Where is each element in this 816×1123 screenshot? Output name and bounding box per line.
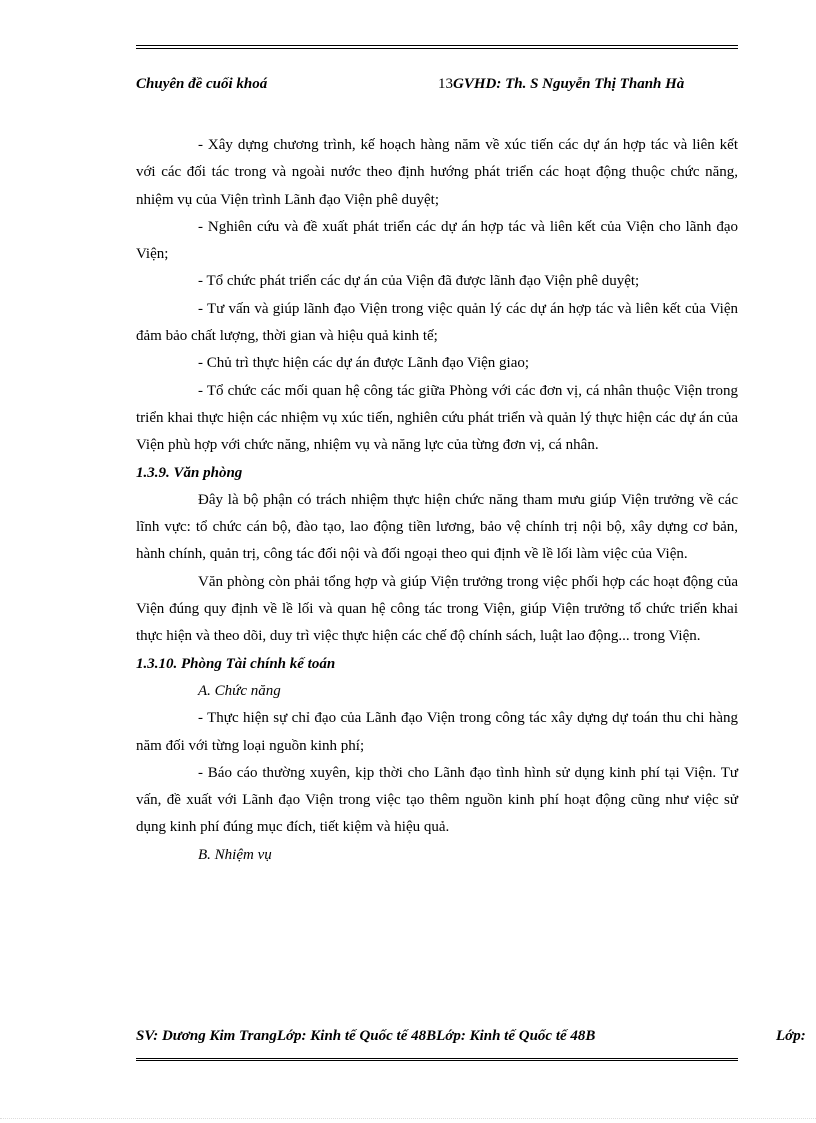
paragraph: - Thực hiện sự chỉ đạo của Lãnh đạo Viện trong công tác xây dựng dự toán thu chi hàng năm đối với từng loại nguồn kinh phí; — [136, 710, 738, 754]
paragraph: - Nghiên cứu và đề xuất phát triển các dự án hợp tác và liên kết của Viện cho lãnh đạo Viện; — [136, 218, 738, 263]
footer-rule — [136, 1058, 738, 1061]
footer-student: SV: Dương Kim TrangLớp: Kinh tế Quốc tế 48BLớp: Kinh tế Quốc tế 48B — [136, 1028, 596, 1044]
page-header — [136, 76, 738, 98]
page-edge — [0, 1118, 816, 1119]
section-heading: 1.3.9. Văn phòng — [136, 464, 243, 481]
paragraph: Đây là bộ phận có trách nhiệm thực hiện chức năng tham mưu giúp Viện trưởng về các lĩnh vực: tổ chức cán bộ, đào tạo, lao động tiền lương, bảo vệ chính trị nội bộ, xây dựng cơ bản, hành chính, quản trị, công tác đối nội và đối ngoại theo qui định về lề lối làm việc của Viện. — [136, 491, 738, 563]
paragraph: - Báo cáo thường xuyên, kịp thời cho Lãnh đạo tình hình sử dụng kinh phí tại Viện. Tư vấn, đề xuất với Lãnh đạo Viện trong việc tạo thêm nguồn kinh phí hoạt động cũng như việc sử dụng kinh phí đúng mục đích, tiết kiệm và hiệu quả. — [136, 764, 738, 836]
subsection-heading: A. Chức năng — [198, 682, 281, 699]
paragraph: - Tổ chức các mối quan hệ công tác giữa Phòng với các đơn vị, cá nhân thuộc Viện trong triển khai thực hiện các nhiệm vụ xúc tiến, nghiên cứu phát triển và quản lý thực hiện các dự án của Viện phù hợp với chức năng, nhiệm vụ và năng lực của từng đơn vị, cá nhân. — [136, 382, 738, 454]
paragraph: - Tư vấn và giúp lãnh đạo Viện trong việc quản lý các dự án hợp tác và liên kết của Viện đảm bảo chất lượng, thời gian và hiệu quả kinh tế; — [136, 300, 738, 345]
page-body — [136, 132, 738, 869]
paragraph: - Chủ trì thực hiện các dự án được Lãnh đạo Viện giao; — [198, 355, 530, 372]
page-number: 13 — [438, 76, 453, 92]
footer-class: Lớp: — [776, 1028, 806, 1044]
paragraph: Văn phòng còn phải tổng hợp và giúp Viện trưởng trong việc phối hợp các hoạt động của Viện đúng quy định về lề lối và quan hệ công tác trong Viện, giúp Viện trưởng tổ chức triển khai thực hiện và theo dõi, duy trì việc thực hiện các chế độ chính sách, luật lao động... trong Viện. — [136, 573, 738, 645]
section-heading: 1.3.10. Phòng Tài chính kế toán — [136, 655, 336, 672]
header-supervisor — [438, 76, 684, 93]
header-rule — [136, 45, 738, 49]
paragraph: - Tổ chức phát triển các dự án của Viện đã được lãnh đạo Viện phê duyệt; — [198, 273, 640, 290]
subsection-heading: B. Nhiệm vụ — [198, 846, 272, 863]
paragraph: - Xây dựng chương trình, kế hoạch hàng năm về xúc tiến các dự án hợp tác và liên kết với các đối tác trong và ngoài nước theo định hướng phát triển các hoạt động thuộc chức năng, nhiệm vụ của Viện trình Lãnh đạo Viện phê duyệt; — [136, 137, 738, 208]
header-title: Chuyên đề cuối khoá — [136, 76, 268, 92]
header-supervisor-text: GVHD: Th. S Nguyễn Thị Thanh Hà — [453, 76, 685, 92]
